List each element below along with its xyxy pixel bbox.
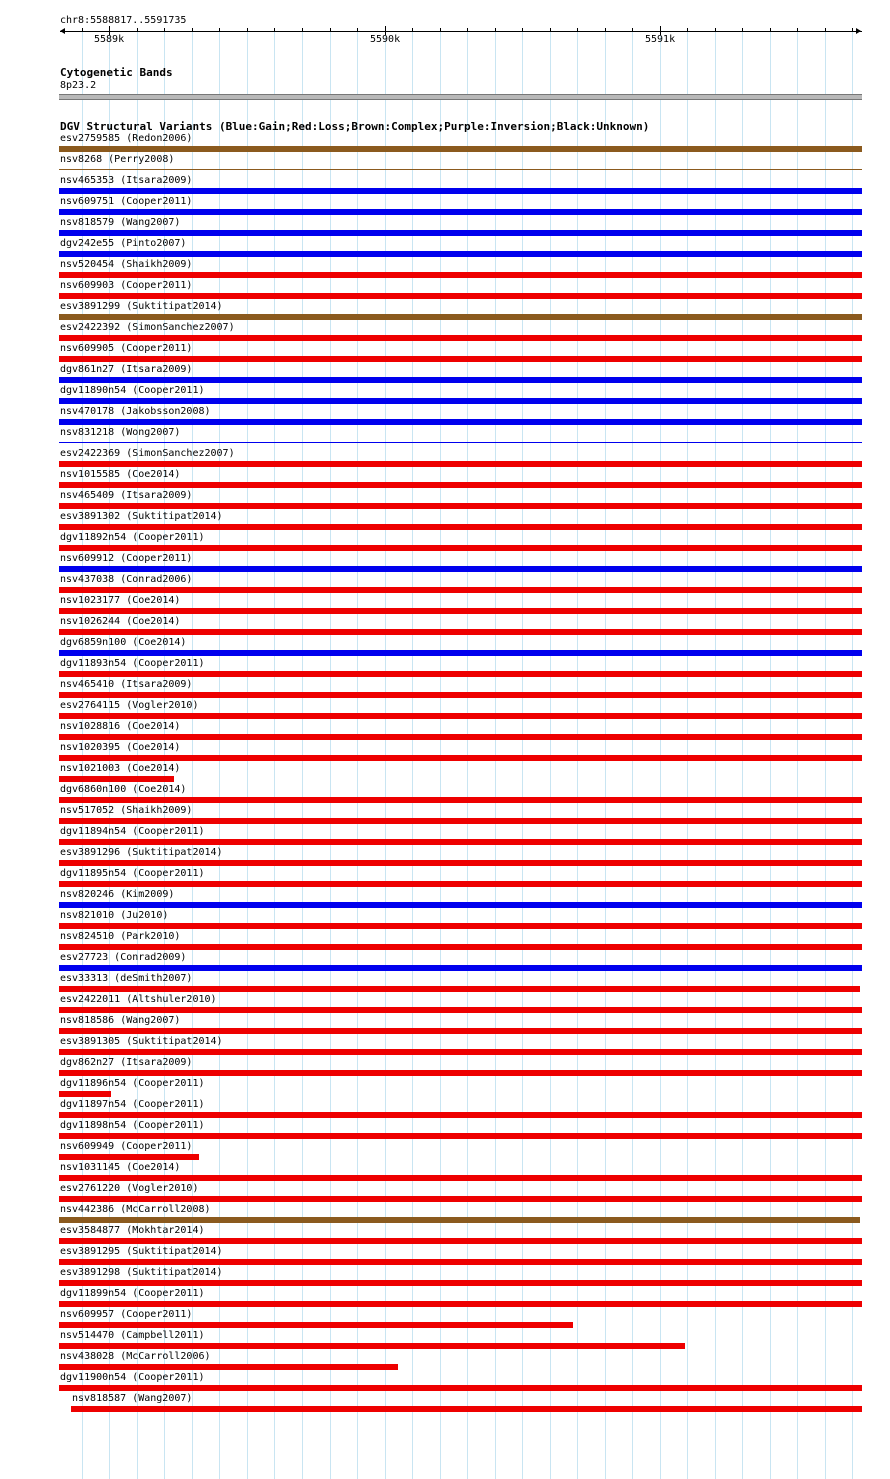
variant-label[interactable]: nsv609905 (Cooper2011): [60, 343, 193, 354]
variant-label[interactable]: dgv11898n54 (Cooper2011): [60, 1120, 205, 1131]
variant-bar-loss[interactable]: [59, 1196, 862, 1202]
variant-bar-loss[interactable]: [59, 629, 862, 635]
ruler-minor-tick: [192, 28, 193, 32]
variant-label[interactable]: dgv11895n54 (Cooper2011): [60, 868, 205, 879]
ruler-minor-tick: [715, 28, 716, 32]
variant-label[interactable]: nsv437038 (Conrad2006): [60, 574, 193, 585]
ruler-left-arrow: [60, 28, 65, 34]
variant-bar-loss[interactable]: [59, 1070, 862, 1076]
variant-bar-loss[interactable]: [59, 734, 862, 740]
variant-bar-loss[interactable]: [59, 839, 862, 845]
variant-label[interactable]: esv3891305 (Suktitipat2014): [60, 1036, 223, 1047]
variant-label[interactable]: nsv465410 (Itsara2009): [60, 679, 193, 690]
ruler-minor-tick: [219, 28, 220, 32]
variant-label[interactable]: esv3891298 (Suktitipat2014): [60, 1267, 223, 1278]
variant-label[interactable]: nsv831218 (Wong2007): [60, 427, 181, 438]
variant-label[interactable]: nsv609957 (Cooper2011): [60, 1309, 193, 1320]
variant-bar-loss[interactable]: [59, 1049, 862, 1055]
variant-label[interactable]: nsv470178 (Jakobsson2008): [60, 406, 211, 417]
region-label: chr8:5588817..5591735: [60, 15, 187, 26]
ruler-tick-label: 5590k: [370, 34, 401, 45]
variant-label[interactable]: dgv11894n54 (Cooper2011): [60, 826, 205, 837]
variant-label[interactable]: nsv818587 (Wang2007): [72, 1393, 193, 1404]
variant-label[interactable]: esv27723 (Conrad2009): [60, 952, 187, 963]
variant-label[interactable]: nsv517052 (Shaikh2009): [60, 805, 193, 816]
ruler-minor-tick: [274, 28, 275, 32]
variant-label[interactable]: dgv862n27 (Itsara2009): [60, 1057, 193, 1068]
variant-bar-loss[interactable]: [59, 1280, 862, 1286]
variant-bar-loss[interactable]: [59, 293, 862, 299]
variant-bar-loss[interactable]: [59, 545, 862, 551]
variant-bar-loss[interactable]: [59, 818, 862, 824]
variant-label[interactable]: nsv442386 (McCarroll2008): [60, 1204, 211, 1215]
dgv-track-title: DGV Structural Variants (Blue:Gain;Red:Loss;Brown:Complex;Purple:Inversion;Black:Unknown): [60, 120, 650, 133]
variant-bar-loss[interactable]: [59, 923, 862, 929]
variant-bar-gain[interactable]: [59, 377, 862, 383]
variant-label[interactable]: nsv1026244 (Coe2014): [60, 616, 181, 627]
ruler-tick-label: 5589k: [94, 34, 125, 45]
variant-bar-loss[interactable]: [59, 1007, 862, 1013]
variant-bar-loss[interactable]: [71, 1406, 862, 1412]
ruler-minor-tick: [770, 28, 771, 32]
variant-label[interactable]: nsv1028816 (Coe2014): [60, 721, 181, 732]
variant-label[interactable]: dgv242e55 (Pinto2007): [60, 238, 187, 249]
variant-label[interactable]: esv3891302 (Suktitipat2014): [60, 511, 223, 522]
variant-label[interactable]: nsv1021003 (Coe2014): [60, 763, 181, 774]
variant-label[interactable]: esv33313 (deSmith2007): [60, 973, 193, 984]
variant-bar-loss[interactable]: [59, 986, 860, 992]
cytoband-track-title: Cytogenetic Bands: [60, 66, 173, 79]
variant-bar-gain[interactable]: [59, 419, 862, 425]
cytoband-bar[interactable]: [59, 94, 862, 100]
variant-bar-loss[interactable]: [59, 272, 862, 278]
variant-bar-loss[interactable]: [59, 881, 862, 887]
variant-bar-loss[interactable]: [59, 1301, 862, 1307]
variant-label[interactable]: dgv6859n100 (Coe2014): [60, 637, 187, 648]
ruler-minor-tick: [164, 28, 165, 32]
variant-bar-gain[interactable]: [59, 442, 862, 443]
variant-label[interactable]: nsv520454 (Shaikh2009): [60, 259, 193, 270]
variant-label[interactable]: esv2422011 (Altshuler2010): [60, 994, 217, 1005]
ruler-minor-tick: [412, 28, 413, 32]
variant-bar-gain[interactable]: [59, 650, 862, 656]
variant-label[interactable]: esv2761220 (Vogler2010): [60, 1183, 199, 1194]
variant-bar-loss[interactable]: [59, 524, 862, 530]
variant-label[interactable]: dgv11892n54 (Cooper2011): [60, 532, 205, 543]
variant-label[interactable]: nsv1015585 (Coe2014): [60, 469, 181, 480]
ruler-minor-tick: [605, 28, 606, 32]
variant-label[interactable]: nsv818579 (Wang2007): [60, 217, 181, 228]
ruler-minor-tick: [467, 28, 468, 32]
variant-bar-loss[interactable]: [59, 1364, 398, 1370]
variant-bar-loss[interactable]: [59, 1385, 862, 1391]
variant-bar-gain[interactable]: [59, 188, 862, 194]
variant-bar-gain[interactable]: [59, 209, 862, 215]
variant-bar-loss[interactable]: [59, 1343, 685, 1349]
variant-label[interactable]: nsv1020395 (Coe2014): [60, 742, 181, 753]
variant-label[interactable]: nsv609751 (Cooper2011): [60, 196, 193, 207]
variant-bar-loss[interactable]: [59, 797, 862, 803]
ruler-minor-tick: [742, 28, 743, 32]
variant-bar-gain[interactable]: [59, 230, 862, 236]
variant-bar-loss[interactable]: [59, 1091, 111, 1097]
variant-bar-loss[interactable]: [59, 608, 862, 614]
variant-bar-loss[interactable]: [59, 713, 862, 719]
variant-label[interactable]: esv3584877 (Mokhtar2014): [60, 1225, 205, 1236]
variant-label[interactable]: dgv11893n54 (Cooper2011): [60, 658, 205, 669]
variant-bar-loss[interactable]: [59, 944, 862, 950]
variant-label[interactable]: esv3891295 (Suktitipat2014): [60, 1246, 223, 1257]
variant-label[interactable]: esv3891299 (Suktitipat2014): [60, 301, 223, 312]
variant-bar-loss[interactable]: [59, 1154, 199, 1160]
ruler-right-arrow: [856, 28, 861, 34]
variant-label[interactable]: esv2759585 (Redon2006): [60, 133, 193, 144]
ruler-minor-tick: [330, 28, 331, 32]
variant-label[interactable]: nsv609912 (Cooper2011): [60, 553, 193, 564]
ruler-minor-tick: [440, 28, 441, 32]
variant-bar-loss[interactable]: [59, 482, 862, 488]
variant-label[interactable]: nsv820246 (Kim2009): [60, 889, 175, 900]
ruler-tick-label: 5591k: [645, 34, 676, 45]
variant-label[interactable]: dgv11890n54 (Cooper2011): [60, 385, 205, 396]
variant-label[interactable]: nsv465409 (Itsara2009): [60, 490, 193, 501]
ruler-minor-tick: [247, 28, 248, 32]
variant-bar-complex[interactable]: [59, 1217, 860, 1223]
ruler-minor-tick: [687, 28, 688, 32]
variant-bar-loss[interactable]: [59, 1133, 862, 1139]
variant-label[interactable]: dgv11899n54 (Cooper2011): [60, 1288, 205, 1299]
variant-label[interactable]: esv2422369 (SimonSanchez2007): [60, 448, 235, 459]
variant-label[interactable]: nsv1023177 (Coe2014): [60, 595, 181, 606]
ruler-minor-tick: [632, 28, 633, 32]
variant-label[interactable]: nsv824510 (Park2010): [60, 931, 181, 942]
variant-bar-gain[interactable]: [59, 566, 862, 572]
variant-label[interactable]: nsv821010 (Ju2010): [60, 910, 169, 921]
variant-bar-loss[interactable]: [59, 860, 862, 866]
ruler-minor-tick: [522, 28, 523, 32]
variant-label[interactable]: dgv6860n100 (Coe2014): [60, 784, 187, 795]
variant-bar-loss[interactable]: [59, 587, 862, 593]
variant-label[interactable]: nsv1031145 (Coe2014): [60, 1162, 181, 1173]
variant-bar-loss[interactable]: [59, 335, 862, 341]
ruler-minor-tick: [137, 28, 138, 32]
variant-label[interactable]: esv3891296 (Suktitipat2014): [60, 847, 223, 858]
variant-bar-loss[interactable]: [59, 1112, 862, 1118]
variant-label[interactable]: dgv11896n54 (Cooper2011): [60, 1078, 205, 1089]
variant-label[interactable]: nsv8268 (Perry2008): [60, 154, 175, 165]
variant-label[interactable]: dgv11900n54 (Cooper2011): [60, 1372, 205, 1383]
variant-label[interactable]: nsv514470 (Campbell2011): [60, 1330, 205, 1341]
variant-bar-loss[interactable]: [59, 776, 174, 782]
variant-bar-loss[interactable]: [59, 1028, 862, 1034]
ruler-minor-tick: [495, 28, 496, 32]
variant-label[interactable]: dgv11897n54 (Cooper2011): [60, 1099, 205, 1110]
variant-label[interactable]: esv2422392 (SimonSanchez2007): [60, 322, 235, 333]
variant-label[interactable]: nsv465353 (Itsara2009): [60, 175, 193, 186]
variant-bar-loss[interactable]: [59, 671, 862, 677]
variant-bar-loss[interactable]: [59, 356, 862, 362]
ruler-minor-tick: [302, 28, 303, 32]
variant-bar-complex[interactable]: [59, 169, 862, 170]
variant-bar-loss[interactable]: [59, 503, 862, 509]
variant-bar-loss[interactable]: [59, 755, 862, 761]
cytoband-label: 8p23.2: [60, 80, 97, 91]
ruler-minor-tick: [550, 28, 551, 32]
ruler-minor-tick: [797, 28, 798, 32]
variant-label[interactable]: nsv609903 (Cooper2011): [60, 280, 193, 291]
variant-bar-complex[interactable]: [59, 314, 862, 320]
ruler-minor-tick: [852, 28, 853, 32]
ruler-minor-tick: [357, 28, 358, 32]
variant-bar-gain[interactable]: [59, 398, 862, 404]
ruler-minor-tick: [577, 28, 578, 32]
variant-bar-loss[interactable]: [59, 1322, 573, 1328]
variant-bar-loss[interactable]: [59, 1238, 862, 1244]
variant-label[interactable]: nsv609949 (Cooper2011): [60, 1141, 193, 1152]
variant-bar-complex[interactable]: [59, 146, 862, 152]
variant-label[interactable]: esv2764115 (Vogler2010): [60, 700, 199, 711]
ruler-minor-tick: [82, 28, 83, 32]
variant-bar-gain[interactable]: [59, 902, 862, 908]
variant-bar-loss[interactable]: [59, 461, 862, 467]
variant-bar-loss[interactable]: [59, 1259, 862, 1265]
variant-label[interactable]: nsv438028 (McCarroll2006): [60, 1351, 211, 1362]
variant-bar-gain[interactable]: [59, 251, 862, 257]
variant-label[interactable]: nsv818586 (Wang2007): [60, 1015, 181, 1026]
variant-bar-gain[interactable]: [59, 965, 862, 971]
variant-bar-loss[interactable]: [59, 692, 862, 698]
variant-bar-loss[interactable]: [59, 1175, 862, 1181]
variant-label[interactable]: dgv861n27 (Itsara2009): [60, 364, 193, 375]
ruler-minor-tick: [825, 28, 826, 32]
